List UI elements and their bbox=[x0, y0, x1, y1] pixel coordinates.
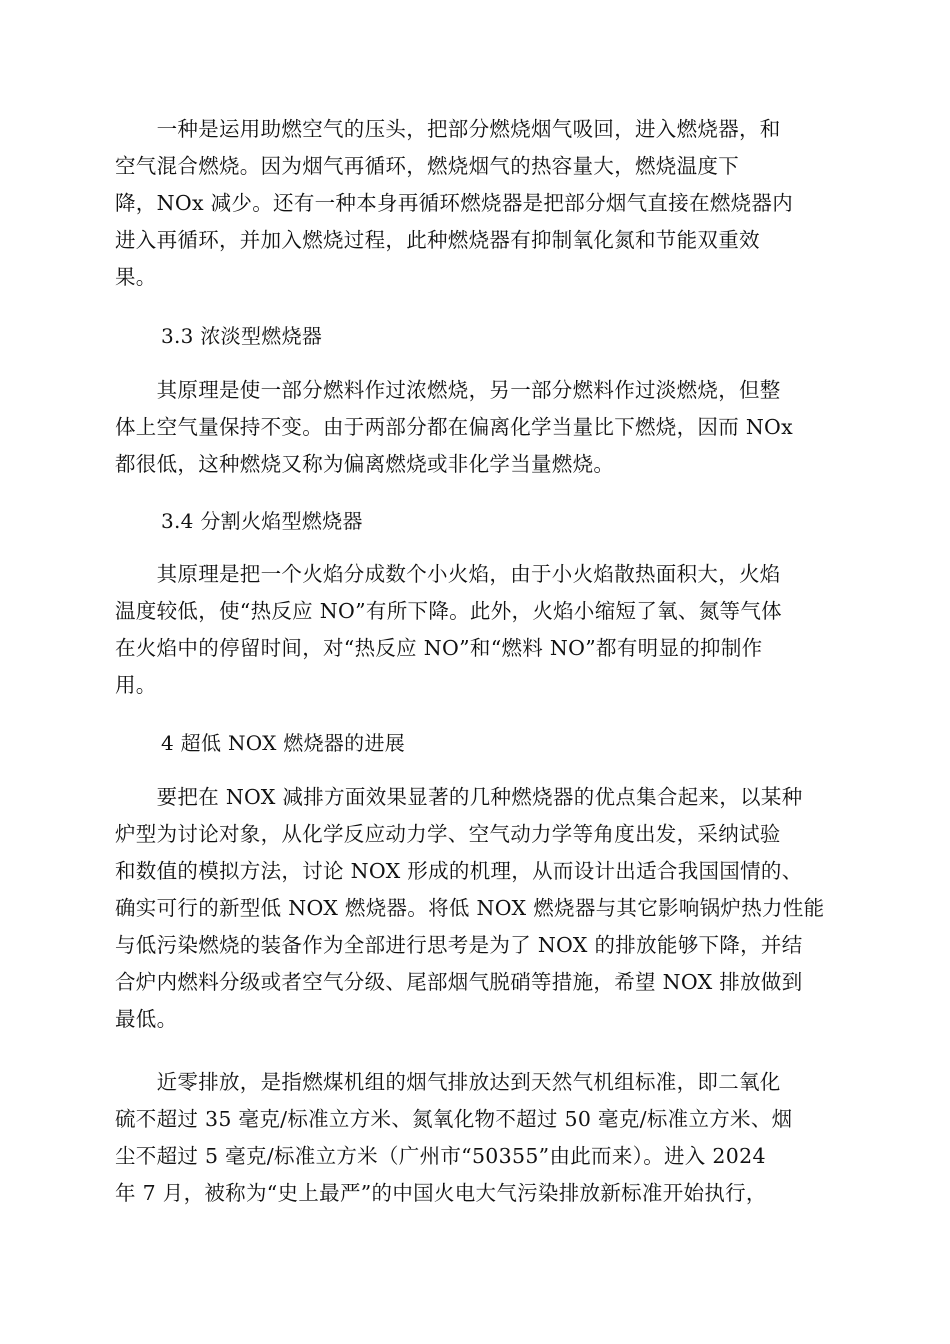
text-line: 果。 bbox=[115, 265, 157, 289]
text-line: 和数值的模拟方法，讨论 NOX 形成的机理，从而设计出适合我国国情的、 bbox=[115, 859, 803, 883]
text-line: 与低污染燃烧的装备作为全部进行思考是为了 NOX 的排放能够下降，并结 bbox=[115, 933, 803, 957]
text-line: 空气混合燃烧。因为烟气再循环，燃烧烟气的热容量大，燃烧温度下 bbox=[115, 154, 739, 178]
text-line: 确实可行的新型低 NOX 燃烧器。将低 NOX 燃烧器与其它影响锅炉热力性能 bbox=[115, 896, 825, 920]
text-line: 在火焰中的停留时间，对“热反应 NO”和“燃料 NO”都有明显的抑制作 bbox=[115, 636, 763, 660]
paragraph-rich-lean-burner bbox=[115, 372, 835, 483]
text-line: 一种是运用助燃空气的压头，把部分燃烧烟气吸回，进入燃烧器，和 bbox=[115, 117, 781, 141]
text-line: 其原理是使一部分燃料作过浓燃烧，另一部分燃料作过淡燃烧，但整 bbox=[115, 378, 781, 402]
text-line: 近零排放，是指燃煤机组的烟气排放达到天然气机组标准，即二氧化 bbox=[115, 1070, 781, 1094]
text-line: 进入再循环，并加入燃烧过程，此种燃烧器有抑制氧化氮和节能双重效 bbox=[115, 228, 760, 252]
text-line: 降，NOx 减少。还有一种本身再循环燃烧器是把部分烟气直接在燃烧器内 bbox=[115, 191, 794, 215]
paragraph-flue-gas-recirculation bbox=[115, 111, 835, 296]
text-line: 合炉内燃料分级或者空气分级、尾部烟气脱硝等措施，希望 NOX 排放做到 bbox=[115, 970, 803, 994]
text-line: 用。 bbox=[115, 673, 157, 697]
text-line: 炉型为讨论对象，从化学反应动力学、空气动力学等角度出发，采纳试验 bbox=[115, 822, 781, 846]
section-heading-3-3: 3.3 浓淡型燃烧器 bbox=[161, 324, 323, 348]
section-heading-3-4: 3.4 分割火焰型燃烧器 bbox=[161, 509, 363, 533]
paragraph-ultra-low-nox-progress bbox=[115, 779, 835, 1038]
section-heading-4: 4 超低 NOX 燃烧器的进展 bbox=[161, 731, 406, 755]
text-line: 其原理是把一个火焰分成数个小火焰，由于小火焰散热面积大，火焰 bbox=[115, 562, 781, 586]
text-line: 都很低，这种燃烧又称为偏离燃烧或非化学当量燃烧。 bbox=[115, 452, 615, 476]
text-line: 温度较低，使“热反应 NO”有所下降。此外，火焰小缩短了氧、氮等气体 bbox=[115, 599, 782, 623]
text-line: 体上空气量保持不变。由于两部分都在偏离化学当量比下燃烧，因而 NOx bbox=[115, 415, 794, 439]
text-line: 尘不超过 5 毫克/标准立方米（广州市“50355”由此而来）。进入 2024 bbox=[115, 1144, 766, 1168]
text-line: 最低。 bbox=[115, 1007, 178, 1031]
text-line: 要把在 NOX 减排方面效果显著的几种燃烧器的优点集合起来，以某种 bbox=[115, 785, 803, 809]
text-line: 年 7 月，被称为“史上最严”的中国火电大气污染排放新标准开始执行， bbox=[115, 1181, 767, 1205]
paragraph-split-flame-burner bbox=[115, 556, 835, 704]
paragraph-near-zero-emission bbox=[115, 1064, 835, 1212]
text-line: 硫不超过 35 毫克/标准立方米、氮氧化物不超过 50 毫克/标准立方米、烟 bbox=[115, 1107, 793, 1131]
